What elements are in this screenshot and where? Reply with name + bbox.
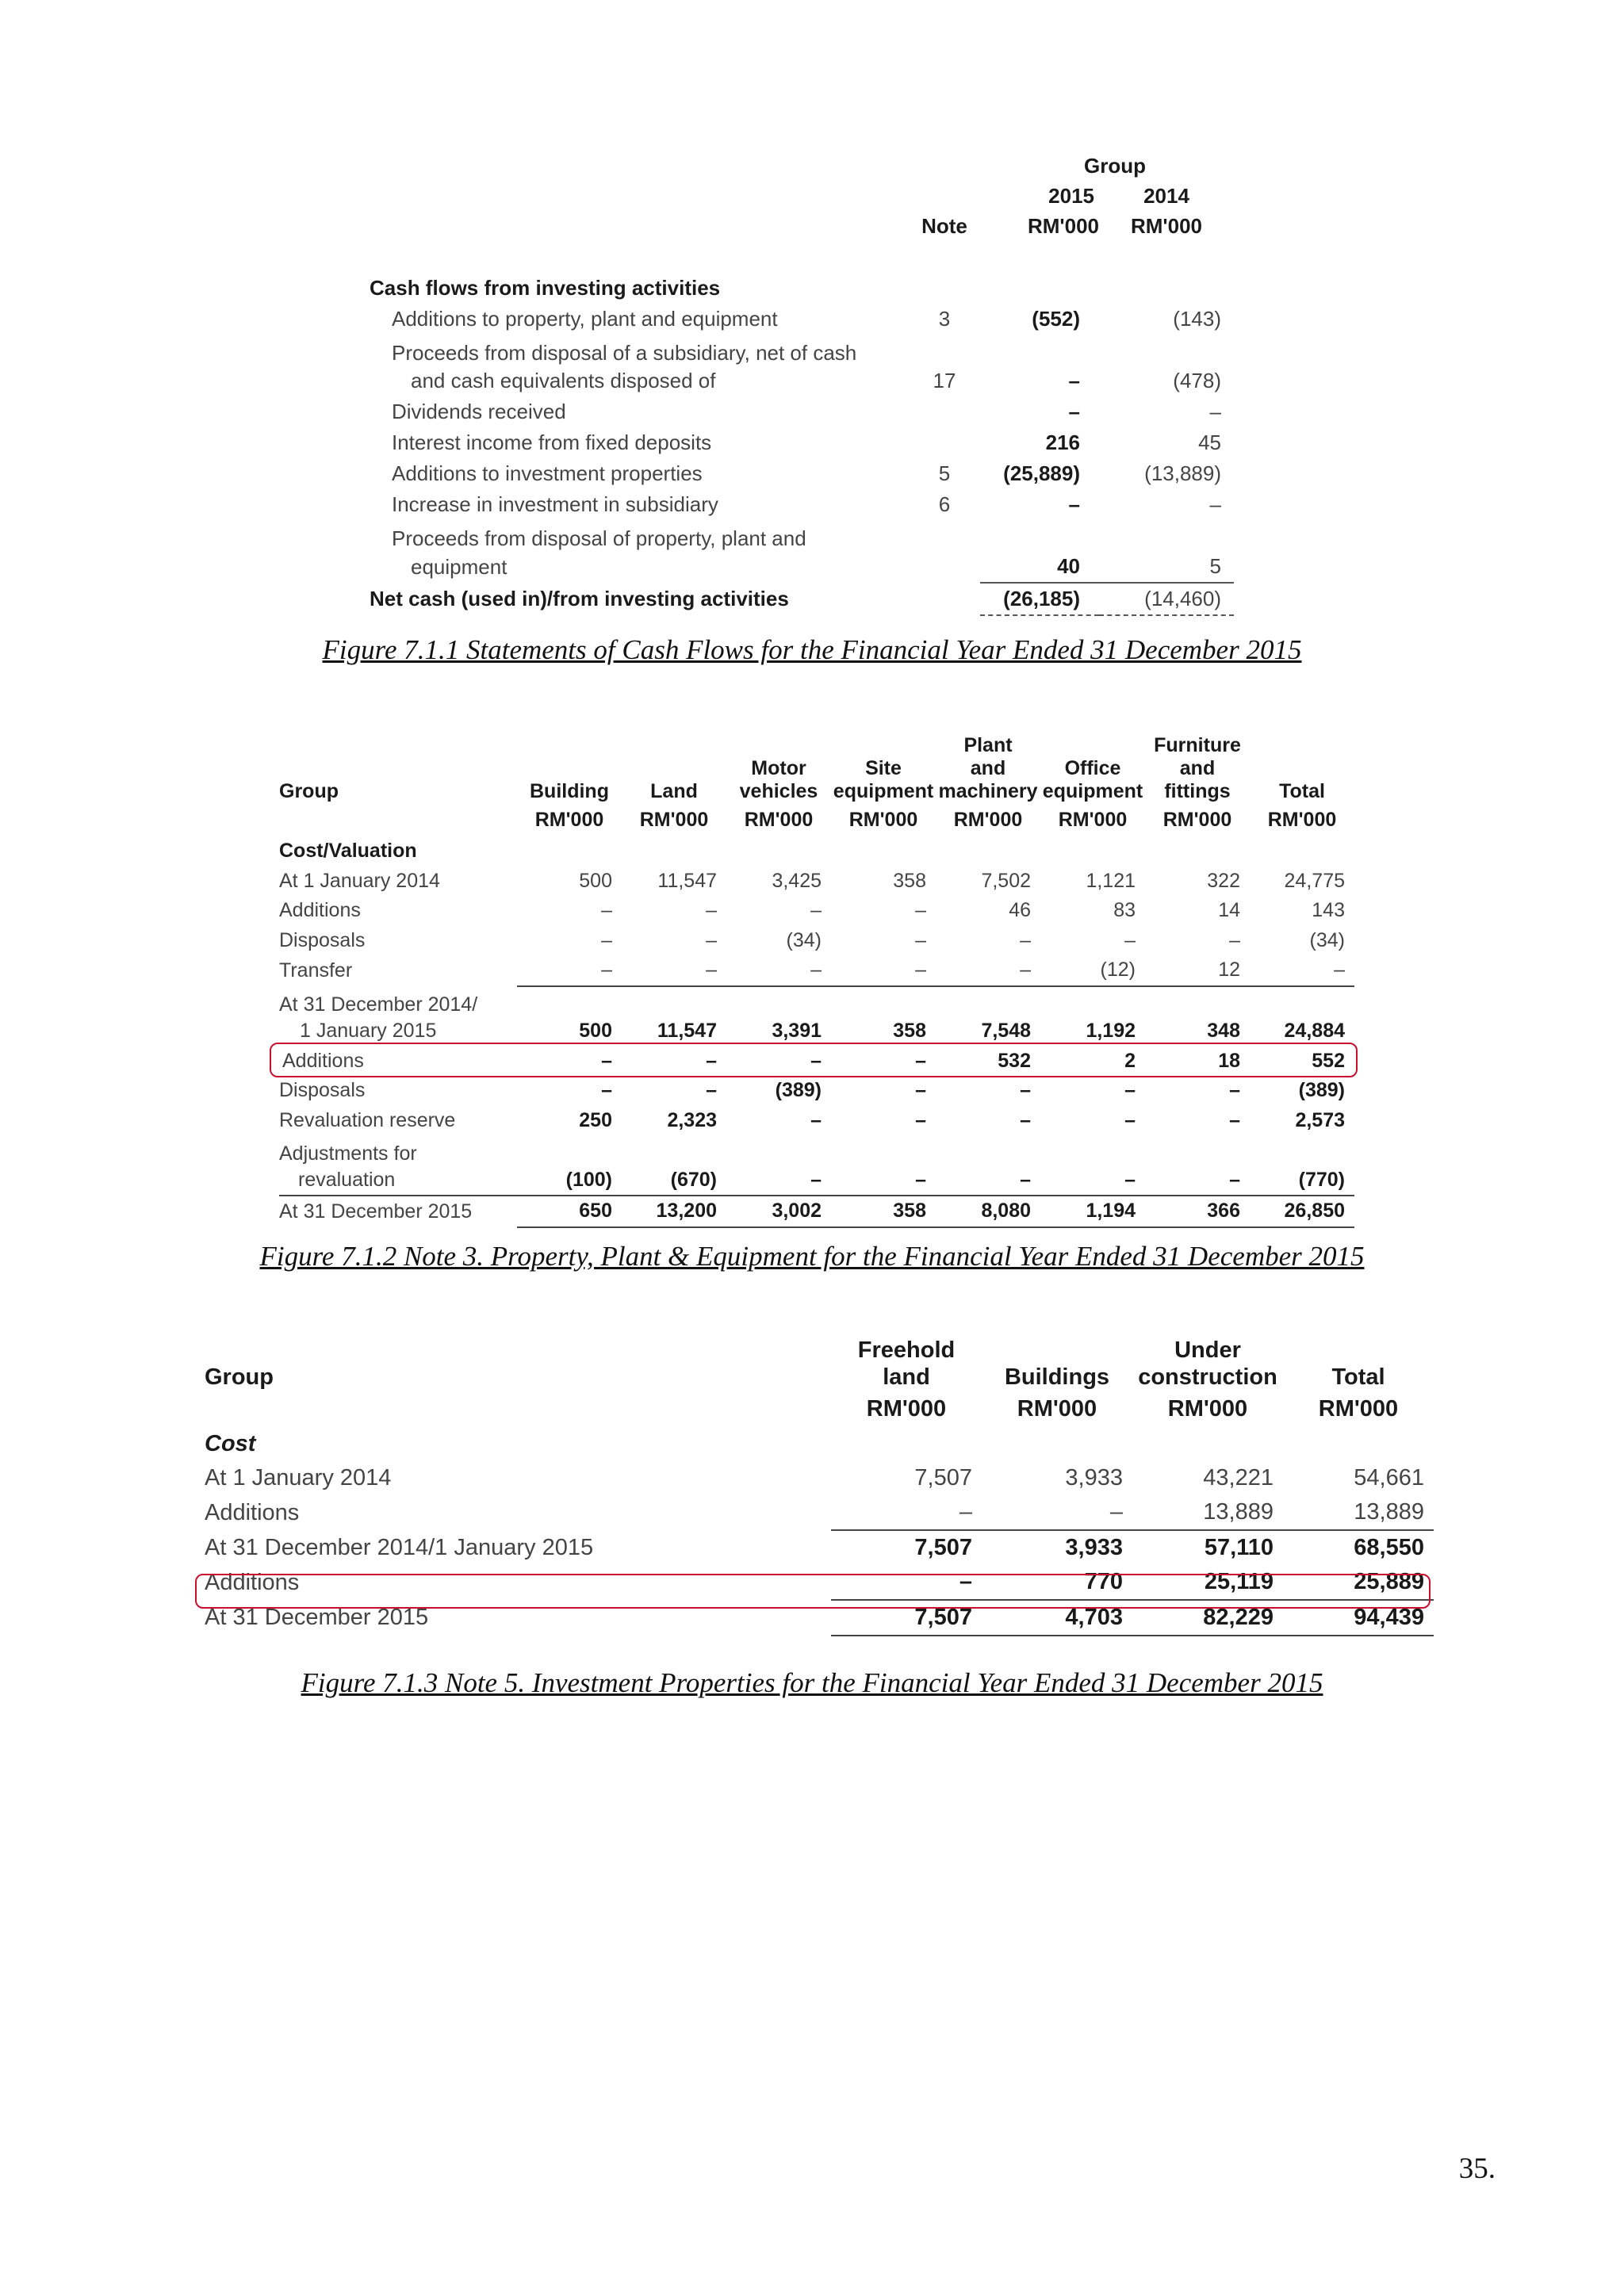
column-header: Freehold xyxy=(857,1337,956,1363)
column-header: Land xyxy=(650,780,698,802)
table-cell: 11,547 xyxy=(657,869,717,892)
table-cell: 25,119 xyxy=(1132,1565,1283,1600)
table-row: Additions to property, plant and equipment 3 (552) (143) xyxy=(392,307,1221,331)
table-row: Additions to investment properties 5 (25,889) (13,889) xyxy=(392,461,1221,485)
table-cell: 552 xyxy=(1312,1049,1345,1072)
table-cell: 770 xyxy=(982,1565,1132,1600)
group-header: Group xyxy=(279,780,339,802)
table-cell: 500 xyxy=(579,1020,612,1043)
table-cell: – xyxy=(1020,1079,1031,1102)
column-header: Building xyxy=(530,780,609,802)
table-cell: – xyxy=(1124,928,1136,951)
table-cell: 3,002 xyxy=(726,1196,831,1227)
table-cell: 82,229 xyxy=(1132,1600,1283,1636)
group-header: Group xyxy=(1084,153,1146,178)
table-row: At 31 December 2014/ xyxy=(279,993,478,1016)
table-row: Additions – – 13,889 13,889 xyxy=(205,1495,1434,1530)
table-cell: 7,502 xyxy=(981,869,1031,892)
table-cell: 57,110 xyxy=(1204,1535,1274,1560)
table-cell: 68,550 xyxy=(1354,1535,1424,1560)
table-cell: – xyxy=(517,955,622,986)
table-cell: 13,889 xyxy=(1132,1495,1283,1530)
figure-caption-3: Figure 7.1.3 Note 5. Investment Properties for the Financial Year Ended 31 December 2015 xyxy=(301,1667,1323,1698)
table-cell: 1,194 xyxy=(1040,1196,1145,1227)
table-row: Additions – – – – 532 2 18 552 xyxy=(279,1047,1354,1077)
column-header: Motor xyxy=(751,757,806,779)
table-cell: 532 xyxy=(998,1049,1031,1072)
table-cell: 7,507 xyxy=(914,1465,972,1490)
table-cell: – xyxy=(601,1049,612,1072)
table-cell: 83 xyxy=(1113,899,1136,922)
table-cell: 8,080 xyxy=(936,1196,1040,1227)
table-row: 1 January 2015 500 11,547 3,391 358 7,548 1,192 348 24,884 xyxy=(279,1016,1354,1047)
table-cell: – xyxy=(601,1079,612,1102)
table-cell: 1,121 xyxy=(1086,869,1136,892)
table-cell: 3,933 xyxy=(1065,1465,1123,1490)
table-cell: – xyxy=(1124,1108,1136,1131)
table-row: At 1 January 2014 500 11,547 3,425 358 7,502 1,121 322 24,775 xyxy=(279,867,1354,897)
table-cell: – xyxy=(706,928,717,951)
column-header: Under xyxy=(1174,1337,1241,1363)
ppe-table: Plant Furniture Motor Site and Office and Group Building Land vehicles equipment machinery equipment fittings Total RM'000 RM'000 RM'000 RM'000 RM'000 RM'000 RM'000 RM'000 Cost/Valuation At 1 January 2014 500 11,547 3,425 358 7,502 1,121 322 24,775 Additions – – – – 46 83 14 143 Disposals – – (34) – – – – (34) Transfer – – – – – (12) 12 – At 31 December 2014/ 1 January 2015 500 11,547 3,391 358 7,548 1,192 348 24,884 Additions – – – – 532 2 18 552 Disposals – – (389) – – – – (389) Revaluation reserve 250 2,323 – – – – – 2,573 Adjustments for revaluation (100) (670) – – – – – (770) At 31 December 2015 650 13,200 3,002 358 8,080 1,194 366 26,850 xyxy=(279,734,1354,1228)
table-row: Dividends received – – xyxy=(392,400,1221,423)
table-row: Transfer – – – – – (12) 12 – xyxy=(279,955,1354,986)
table-cell: 1,192 xyxy=(1086,1020,1136,1043)
table-cell: – xyxy=(982,1495,1132,1530)
table-cell: 366 xyxy=(1145,1196,1250,1227)
table-cell: (100) xyxy=(565,1168,612,1191)
year-2015-header: 2015 xyxy=(1048,183,1094,208)
table-row: and cash equivalents disposed of 17 – (478) xyxy=(411,369,1221,392)
table-cell: 2,573 xyxy=(1295,1108,1345,1131)
table-cell: – xyxy=(915,1049,926,1072)
table-row: Additions – – – – 46 83 14 143 xyxy=(279,896,1354,926)
table-cell: – xyxy=(810,899,822,922)
column-header: Furniture xyxy=(1154,734,1241,756)
cash-flow-table xyxy=(370,151,1234,616)
table-cell: 11,547 xyxy=(657,1020,717,1043)
table-cell: 26,850 xyxy=(1250,1196,1354,1227)
table-cell: – xyxy=(1020,1168,1031,1191)
figure-caption-2: Figure 7.1.2 Note 3. Property, Plant & Equipment for the Financial Year Ended 31 December 2015 xyxy=(259,1241,1365,1272)
table-cell: 358 xyxy=(831,1196,936,1227)
table-cell: – xyxy=(936,955,1040,986)
table-cell: – xyxy=(1020,928,1031,951)
table-cell: – xyxy=(915,899,926,922)
table-row: equipment 40 5 xyxy=(411,554,1221,579)
table-cell: 358 xyxy=(893,869,926,892)
table-cell: 7,507 xyxy=(831,1600,982,1636)
table-cell: – xyxy=(706,899,717,922)
column-header: Total xyxy=(1279,780,1325,802)
table-cell: (12) xyxy=(1040,955,1145,986)
table-cell: 13,889 xyxy=(1283,1495,1434,1530)
table-row: Adjustments for xyxy=(279,1142,417,1165)
table-cell: (34) xyxy=(1309,928,1345,951)
table-cell: 250 xyxy=(579,1108,612,1131)
table-row: At 31 December 2014/1 January 2015 7,507 3,933 57,110 68,550 xyxy=(205,1530,1434,1565)
table-cell: 94,439 xyxy=(1283,1600,1434,1636)
column-header: Buildings xyxy=(1004,1364,1110,1390)
table-cell: – xyxy=(831,955,936,986)
table-cell: 2 xyxy=(1124,1049,1136,1072)
table-row: Proceeds from disposal of a subsidiary, net of cash xyxy=(392,341,857,365)
table-cell: 2,323 xyxy=(667,1108,717,1131)
table-cell: – xyxy=(915,1168,926,1191)
table-cell: (670) xyxy=(670,1168,717,1191)
section-title: Cash flows from investing activities xyxy=(370,276,721,300)
figure-caption-1: Figure 7.1.1 Statements of Cash Flows for the Financial Year Ended 31 December 2015 xyxy=(322,634,1302,665)
unit-2014-header: RM'000 xyxy=(1131,213,1202,238)
table-cell: (34) xyxy=(786,928,822,951)
highlight-additions-ppe xyxy=(270,1043,1358,1077)
year-2014-header: 2014 xyxy=(1143,183,1189,208)
table-cell: 3,391 xyxy=(772,1020,822,1043)
table-cell: – xyxy=(601,899,612,922)
table-cell: 46 xyxy=(1009,899,1031,922)
note-header: Note xyxy=(921,213,967,238)
table-row: Revaluation reserve 250 2,323 – – – – – 2,573 xyxy=(279,1106,1354,1136)
table-cell: 4,703 xyxy=(982,1600,1132,1636)
table-cell: – xyxy=(1229,1079,1240,1102)
table-cell: – xyxy=(810,1049,822,1072)
table-cell: 348 xyxy=(1207,1020,1240,1043)
table-cell: 14 xyxy=(1218,899,1240,922)
table-cell: 18 xyxy=(1218,1049,1240,1072)
table-cell: – xyxy=(915,1108,926,1131)
table-cell: 54,661 xyxy=(1354,1465,1424,1490)
table-cell: 12 xyxy=(1145,955,1250,986)
table-cell: – xyxy=(601,928,612,951)
table-cell: – xyxy=(1229,1168,1240,1191)
table-cell: – xyxy=(831,1565,982,1600)
table-cell: 3,933 xyxy=(1065,1535,1123,1560)
table-cell: 24,775 xyxy=(1284,869,1345,892)
table-cell: – xyxy=(706,1049,717,1072)
table-cell: (389) xyxy=(775,1079,822,1102)
table-cell: – xyxy=(1250,955,1354,986)
highlight-additions-investment xyxy=(195,1574,1431,1609)
table-row: revaluation (100) (670) – – – – – (770) xyxy=(279,1165,1354,1196)
table-cell: 3,425 xyxy=(772,869,822,892)
column-header: Total xyxy=(1331,1364,1385,1390)
table-cell: 143 xyxy=(1312,899,1345,922)
table-row: At 1 January 2014 7,507 3,933 43,221 54,661 xyxy=(205,1461,1434,1495)
column-header: Plant xyxy=(963,734,1013,756)
table-cell: – xyxy=(810,1168,822,1191)
table-cell: 358 xyxy=(893,1020,926,1043)
section-title: Cost xyxy=(205,1431,256,1456)
table-cell: – xyxy=(1229,1108,1240,1131)
table-row: Interest income from fixed deposits 216 45 xyxy=(392,430,1221,454)
table-cell: – xyxy=(622,955,726,986)
table-row: Disposals – – (389) – – – – (389) xyxy=(279,1076,1354,1106)
unit-2015-header: RM'000 xyxy=(1028,213,1099,238)
table-cell: – xyxy=(706,1079,717,1102)
table-cell: 322 xyxy=(1207,869,1240,892)
table-row: Increase in investment in subsidiary 6 – – xyxy=(392,492,1221,516)
column-header: Site xyxy=(865,757,902,779)
column-header: Office xyxy=(1064,757,1121,779)
table-cell: 650 xyxy=(517,1196,622,1227)
table-cell: 7,548 xyxy=(981,1020,1031,1043)
table-cell: – xyxy=(915,1079,926,1102)
table-cell: 500 xyxy=(579,869,612,892)
group-header: Group xyxy=(205,1364,274,1390)
total-row: Net cash (used in)/from investing activities (26,185) (14,460) xyxy=(370,583,1234,615)
table-cell: – xyxy=(915,928,926,951)
table-cell: – xyxy=(726,955,831,986)
table-cell: 13,200 xyxy=(622,1196,726,1227)
table-cell: – xyxy=(1124,1079,1136,1102)
table-cell: (770) xyxy=(1298,1168,1345,1191)
page-number: 35. xyxy=(1458,2152,1496,2185)
table-cell: 24,884 xyxy=(1284,1020,1345,1043)
table-cell: – xyxy=(1124,1168,1136,1191)
table-row: Additions – 770 25,119 25,889 xyxy=(205,1565,1434,1600)
table-cell: – xyxy=(1229,928,1240,951)
section-title: Cost/Valuation xyxy=(279,840,417,863)
table-cell: 7,507 xyxy=(914,1535,972,1560)
table-row: Proceeds from disposal of property, plant and xyxy=(392,526,806,550)
table-cell: (389) xyxy=(1298,1079,1345,1102)
table-row: Disposals – – (34) – – – – (34) xyxy=(279,926,1354,956)
table-cell: 25,889 xyxy=(1283,1565,1434,1600)
investment-properties-table: Freehold Under Group land Buildings construction Total RM'000 RM'000 RM'000 RM'000 Cost At 1 January 2014 7,507 3,933 43,221 54,661 Additions – – 13,889 13,889 At 31 December 2014/1 January 2015 7,507 3,933 57,110 68,550 Additions – 770 25,119 25,889 At 31 December 2015 7,507 4,703 82,229 94,439 xyxy=(205,1337,1434,1636)
table-cell: – xyxy=(831,1495,982,1530)
table-cell: – xyxy=(810,1108,822,1131)
table-row: At 31 December 2015 650 13,200 3,002 358 8,080 1,194 366 26,850 xyxy=(279,1196,1354,1227)
table-row: At 31 December 2015 7,507 4,703 82,229 94,439 xyxy=(205,1600,1434,1636)
table-cell: 43,221 xyxy=(1203,1465,1274,1490)
table-cell: – xyxy=(1020,1108,1031,1131)
